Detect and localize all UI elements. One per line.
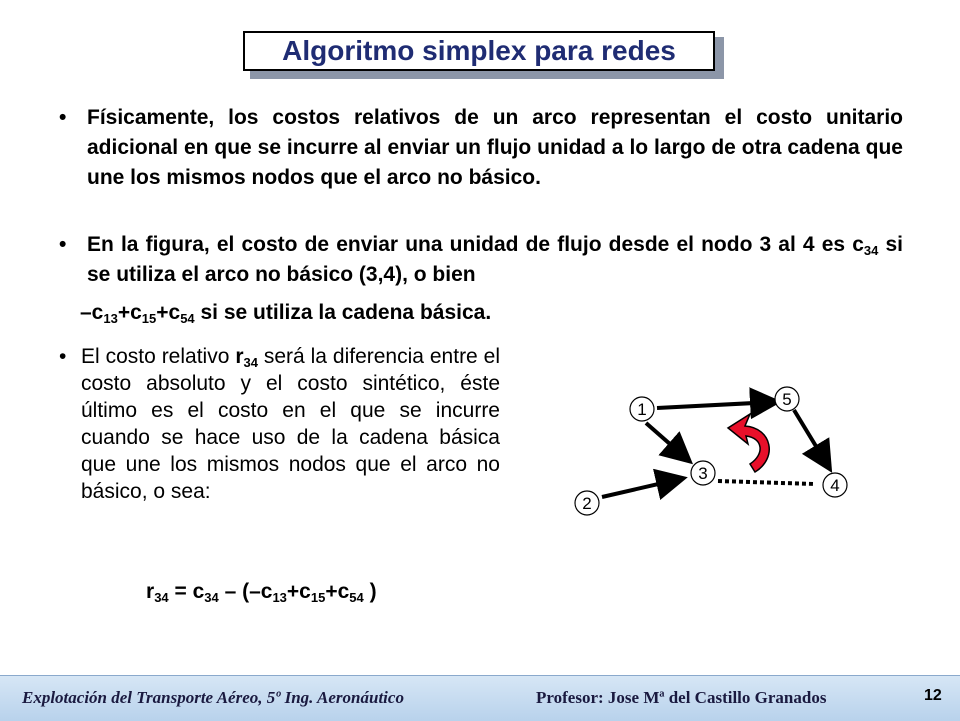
arc-1-5	[657, 402, 774, 408]
node-label: 4	[830, 476, 840, 495]
chain-sub: 13	[103, 311, 118, 326]
node-2	[575, 491, 599, 515]
arc-3-4-nonbasic	[718, 481, 815, 484]
formula-sub: 15	[310, 590, 326, 605]
chain-c: +c	[156, 301, 181, 324]
bullet-2-sub: 34	[863, 243, 879, 258]
chain-c: +c	[117, 301, 142, 324]
chain-text: si se utiliza la cadena básica.	[194, 301, 492, 324]
page-number: 12	[924, 687, 942, 704]
formula-part: r	[146, 580, 155, 603]
arc-1-3	[646, 423, 687, 459]
chain-sub: 54	[180, 311, 195, 326]
formula-part: )	[363, 580, 377, 603]
node-4	[823, 473, 847, 497]
bullet-2-text-pre: En la figura, el costo de enviar una unidad de flujo desde el nodo 3 al 4 es c	[87, 233, 864, 256]
bullet-2-text-post: si se utiliza el arco no básico (3,4), o bien	[87, 233, 903, 286]
slide-title: Algoritmo simplex para redes	[243, 31, 715, 71]
network-diagram	[560, 380, 880, 530]
bullet-2	[59, 230, 903, 290]
node-3	[691, 461, 715, 485]
cycle-arrow-icon	[728, 414, 769, 472]
formula-sub: 34	[204, 590, 219, 605]
bullet-1	[59, 103, 903, 193]
footer-bar	[0, 675, 960, 721]
node-5	[775, 387, 799, 411]
bullet-dot: •	[59, 233, 67, 256]
bullet-3	[59, 343, 500, 505]
formula-sub: 13	[272, 590, 287, 605]
formula-part: = c	[168, 580, 205, 603]
bullet-3-r: r	[235, 345, 244, 368]
bullet-3-sub: 34	[243, 355, 258, 370]
bullet-1-text: Físicamente, los costos relativos de un arco representan el costo unitario adicional en que se incurre al enviar un flujo unidad a lo largo de otra cadena que une los mismos nodos que el arco no básico.	[87, 106, 903, 189]
arc-5-4	[794, 410, 828, 466]
node-1	[630, 397, 654, 421]
arc-2-3	[602, 479, 680, 497]
bullet-3-post: será la diferencia entre el costo absoluto y el costo sintético, éste último es el costo en el que se incurre cuando se hace uso de la cadena básica que une los mismos nodos que el arco no básico, o sea:	[81, 345, 500, 503]
bullet-2-chain-cost	[80, 298, 491, 328]
node-label: 5	[782, 390, 792, 409]
formula-part: +c	[325, 580, 350, 603]
chain-sub: 15	[141, 311, 157, 326]
formula-sub: 54	[349, 590, 364, 605]
bullet-dot: •	[59, 106, 67, 129]
formula-part: +c	[286, 580, 311, 603]
formula-part: – (–c	[218, 580, 273, 603]
footer-course: Explotación del Transporte Aéreo, 5º Ing. Aeronáutico	[22, 688, 404, 707]
relative-cost-formula	[146, 577, 377, 607]
chain-c: –c	[80, 301, 104, 324]
formula-sub: 34	[154, 590, 169, 605]
node-label: 1	[637, 400, 647, 419]
node-label: 3	[698, 464, 708, 483]
bullet-3-pre: El costo relativo	[81, 345, 236, 368]
bullet-dot: •	[59, 345, 67, 368]
footer-professor: Profesor: Jose Mª del Castillo Granados	[536, 688, 827, 707]
node-label: 2	[582, 494, 592, 513]
